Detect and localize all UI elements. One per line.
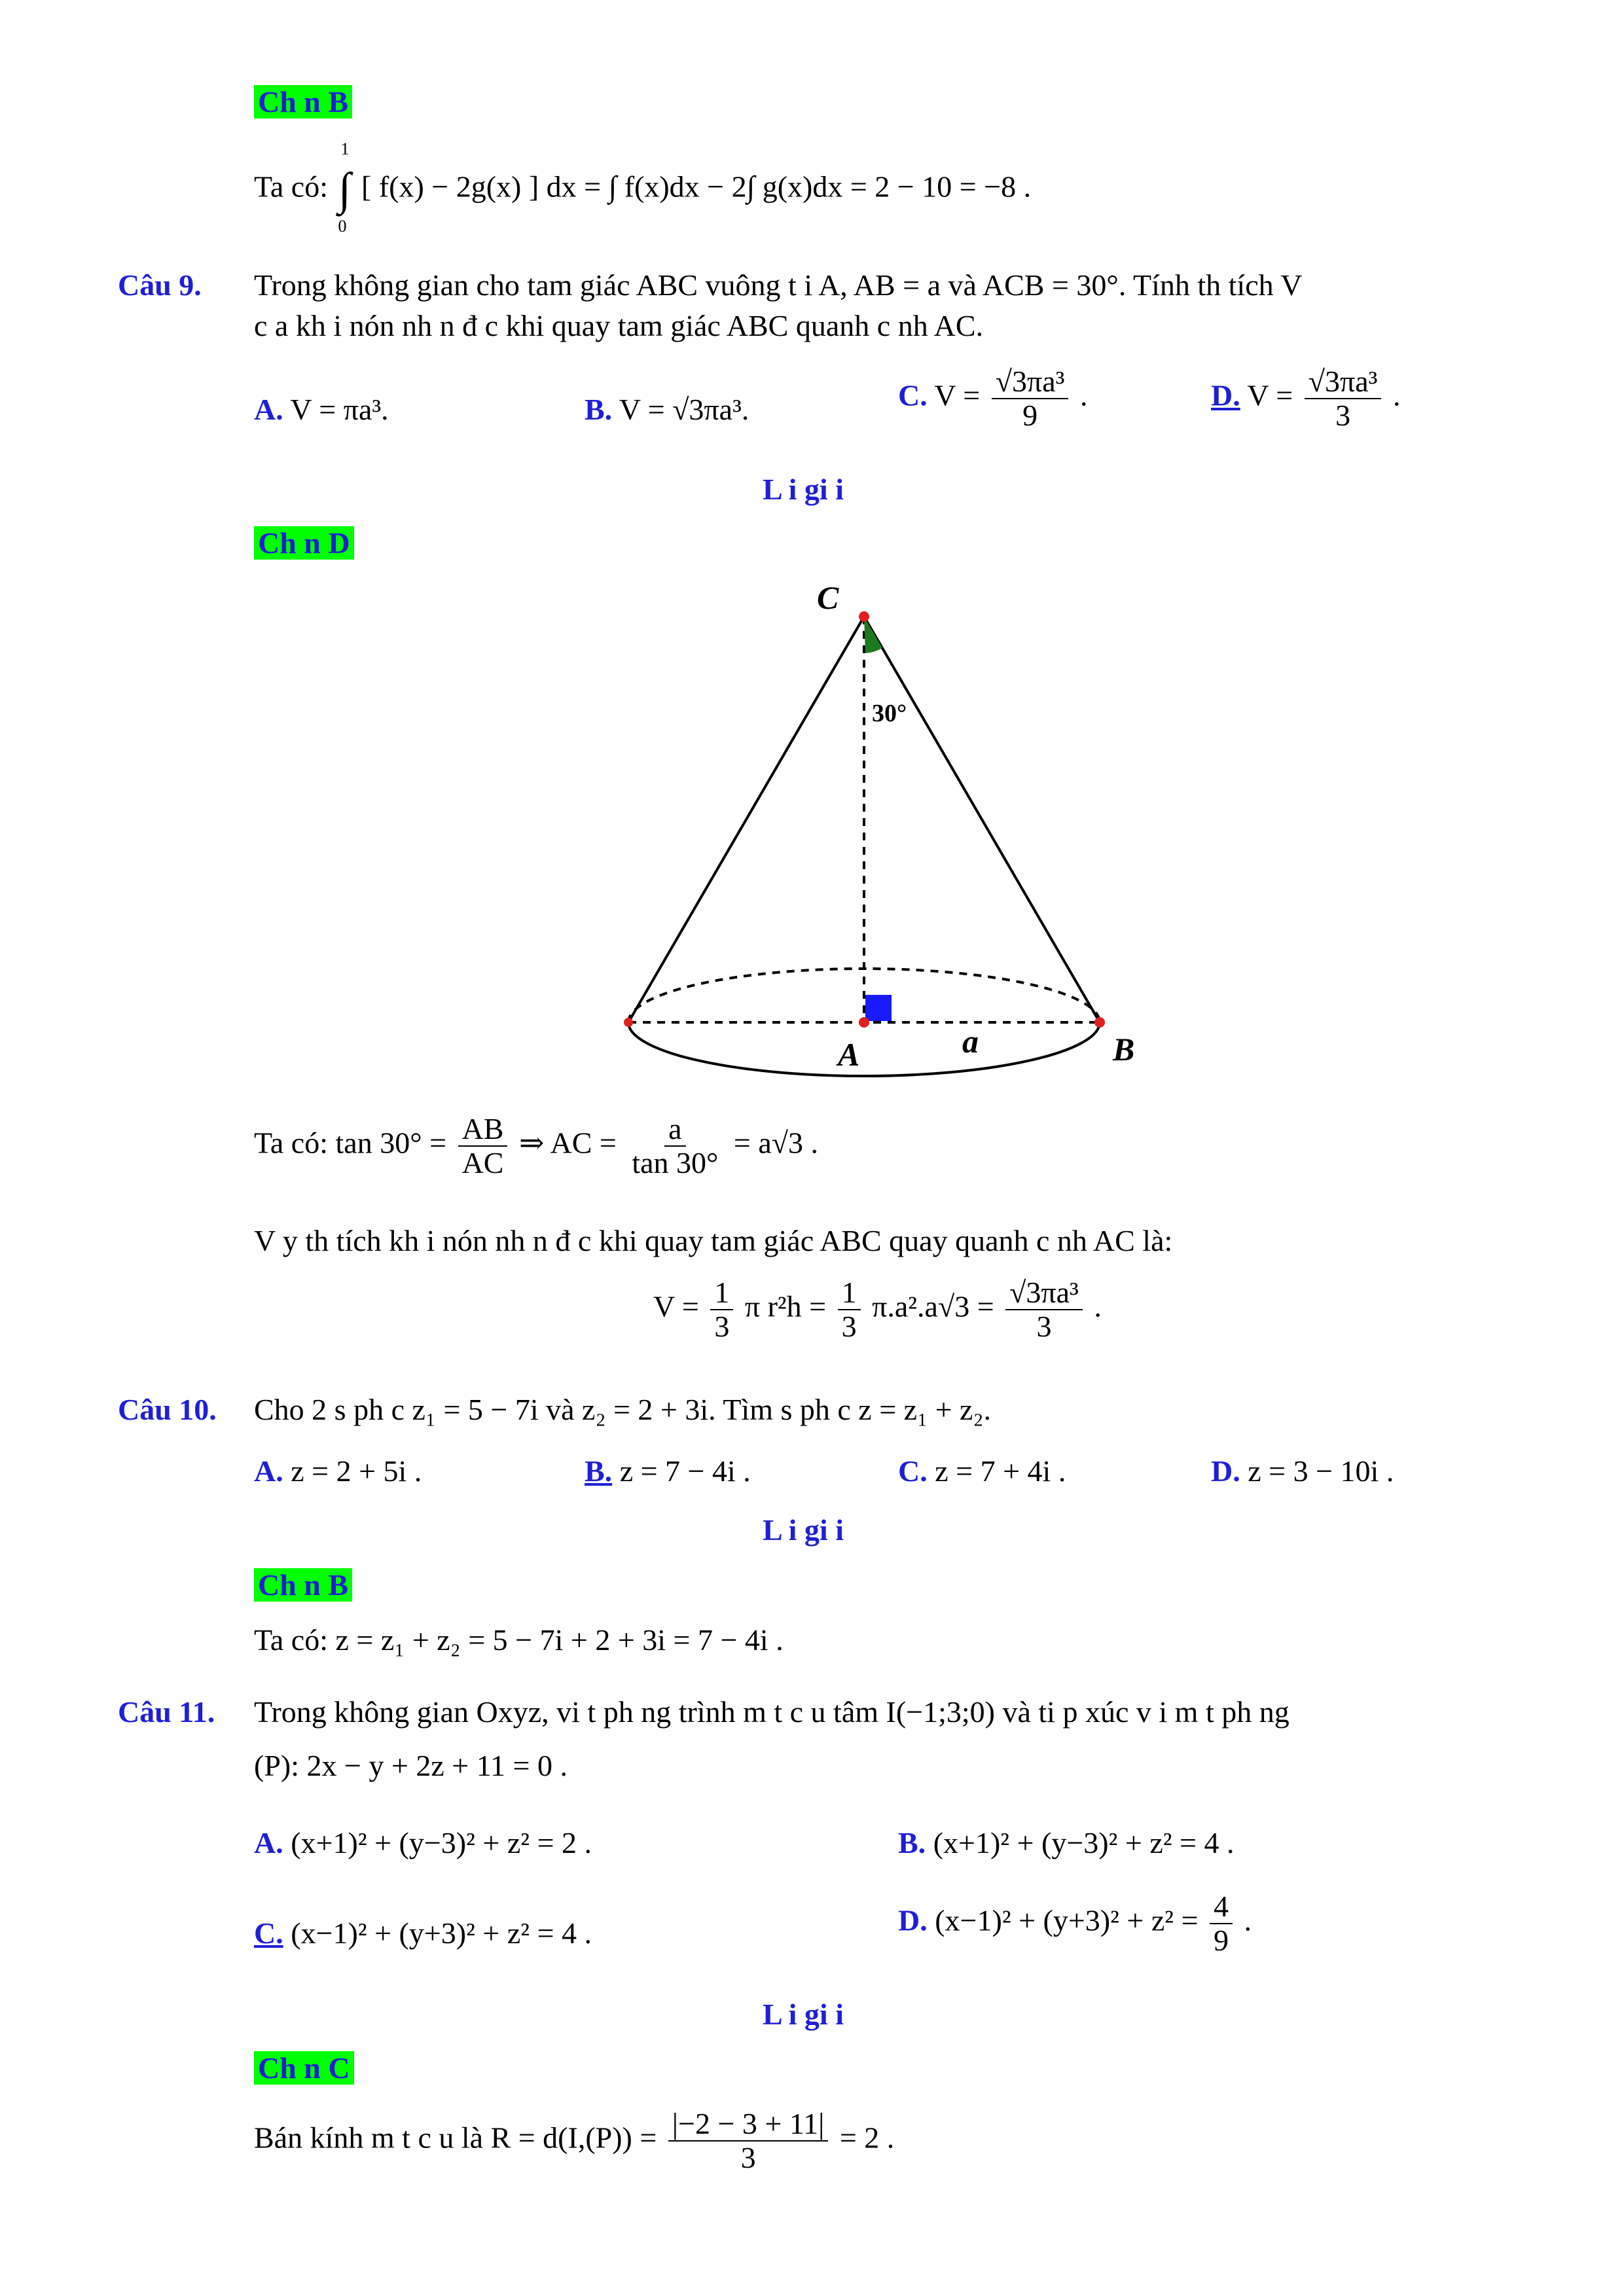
q11-option-c: C. (x−1)² + (y+3)² + z² = 4 . xyxy=(254,1916,592,1950)
q9-stem-line2: c a kh i nón nh n đ c khi quay tam giác ABC quanh c nh AC. xyxy=(254,309,984,342)
question-number-10: Câu 10. xyxy=(118,1393,217,1426)
answer-tag: Ch n B xyxy=(254,1568,352,1602)
q11-option-d: D. (x−1)² + (y+3)² + z² = $\frac{4}{9}$ . xyxy=(898,1890,1252,1957)
q9-option-b: B. V = √3πa³. xyxy=(585,393,749,426)
fraction: $\frac{\text{√3πa³}}{3}$ xyxy=(1005,1276,1083,1343)
choose-answer-q9 xyxy=(254,525,354,562)
label-a-length: a xyxy=(962,1023,979,1060)
q10-option-a: A. z = 2 + 5i . xyxy=(254,1454,422,1488)
answer-tag: Ch n C xyxy=(254,2051,354,2085)
integral-expression: [ f(x) − 2g(x) ] dx = ∫ f(x)dx − 2∫ g(x)dx = 2 − 10 = −8 . xyxy=(361,170,1032,204)
q9-volume-formula: V = $\frac{1}{3}$ π r²h = $\frac{1}{3}$ π.a².a√3 = $\frac{\text{√3πa³}}{3}$ . xyxy=(653,1276,1102,1343)
slant-edge-left xyxy=(628,617,864,1022)
base-front-arc xyxy=(628,1022,1100,1076)
q10-option-c: C. z = 7 + 4i . xyxy=(898,1454,1066,1488)
q9-stem-line1: Trong không gian cho tam giác ABC vuông t i A, AB = a và ACB = 30°. Tính th tích V xyxy=(254,268,1303,302)
choose-answer-q10 xyxy=(254,1567,352,1604)
label-angle: 30° xyxy=(872,700,907,727)
solution-prefix: Ta có: xyxy=(254,170,329,204)
point-c xyxy=(859,611,869,622)
q11-solution: Bán kính m t c u là R = d(I,(P)) = $\frac{|-2 - 3 + 11|}{3}$ = 2 . xyxy=(254,2107,895,2174)
q11-stem-line1: Trong không gian Oxyz, vi t ph ng trình m t c u tâm I(−1;3;0) và ti p xúc v i m t ph ng xyxy=(254,1695,1290,1729)
integral-sign: ∫ 1 0 xyxy=(338,139,352,236)
q11-stem-line2: (P): 2x − y + 2z + 11 = 0 . xyxy=(254,1749,568,1782)
q11-solution-heading: L i gi i xyxy=(763,1998,844,2031)
q10-solution-heading: L i gi i xyxy=(763,1513,844,1547)
q9-option-c: C. V = $\frac{\text{√3πa³}}{9}$ . xyxy=(898,365,1088,432)
fraction: $\frac{4}{9}$ xyxy=(1210,1890,1233,1957)
q11-option-b: B. (x+1)² + (y−3)² + z² = 4 . xyxy=(898,1826,1235,1859)
point-left xyxy=(624,1018,633,1027)
answer-tag: Ch n B xyxy=(254,85,352,118)
q9-solution-line2: V y th tích kh i nón nh n đ c khi quay tam giác ABC quay quanh c nh AC là: xyxy=(254,1224,1173,1257)
q11-option-a: A. (x+1)² + (y−3)² + z² = 2 . xyxy=(254,1826,592,1859)
right-angle-marker xyxy=(865,995,892,1021)
choose-answer-q8 xyxy=(254,84,352,120)
q10-stem: Cho 2 s ph c z₁ = 5 − 7i và z₂ = 2 + 3i. Tìm s ph c z = z₁ + z₂. xyxy=(254,1393,992,1426)
q10-option-d: D. z = 3 − 10i . xyxy=(1211,1454,1394,1488)
q10-solution: Ta có: z = z₁ + z₂ = 5 − 7i + 2 + 3i = 7 − 4i . xyxy=(254,1623,784,1657)
answer-tag: Ch n D xyxy=(254,526,354,560)
choose-answer-q11 xyxy=(254,2050,354,2087)
q9-solution-heading: L i gi i xyxy=(763,473,844,506)
fraction: $\frac{|-2 - 3 + 11|}{3}$ xyxy=(668,2108,829,2174)
point-a xyxy=(859,1017,869,1028)
label-c: C xyxy=(817,579,839,616)
cone-figure xyxy=(609,576,1165,1093)
q8-solution xyxy=(254,139,1032,236)
fraction: $\frac{a}{\tan 30^\circ}$ xyxy=(632,1112,719,1179)
label-a: A xyxy=(838,1036,860,1073)
point-b xyxy=(1094,1017,1105,1028)
question-number-9: Câu 9. xyxy=(118,268,202,302)
question-number-11: Câu 11. xyxy=(118,1695,215,1729)
q9-option-a: A. V = πa³. xyxy=(254,393,389,426)
fraction: $\frac{\text{√3πa³}}{3}$ xyxy=(1305,365,1382,432)
fraction: $\frac{\text{√3πa³}}{9}$ xyxy=(992,365,1069,432)
q9-option-d: D. V = $\frac{\text{√3πa³}}{3}$ . xyxy=(1211,365,1401,432)
angle-marker xyxy=(864,617,882,653)
q10-option-b: B. z = 7 − 4i . xyxy=(585,1454,751,1488)
slant-edge-right xyxy=(864,617,1100,1022)
label-b: B xyxy=(1113,1031,1135,1067)
fraction: $\frac{AB}{AC}$ xyxy=(458,1113,508,1179)
q9-solution-line1: Ta có: tan 30° = $\frac{AB}{AC}$ ⇒ AC = $\frac{a}{\tan 30^\circ}$ = a√3 . xyxy=(254,1112,819,1179)
